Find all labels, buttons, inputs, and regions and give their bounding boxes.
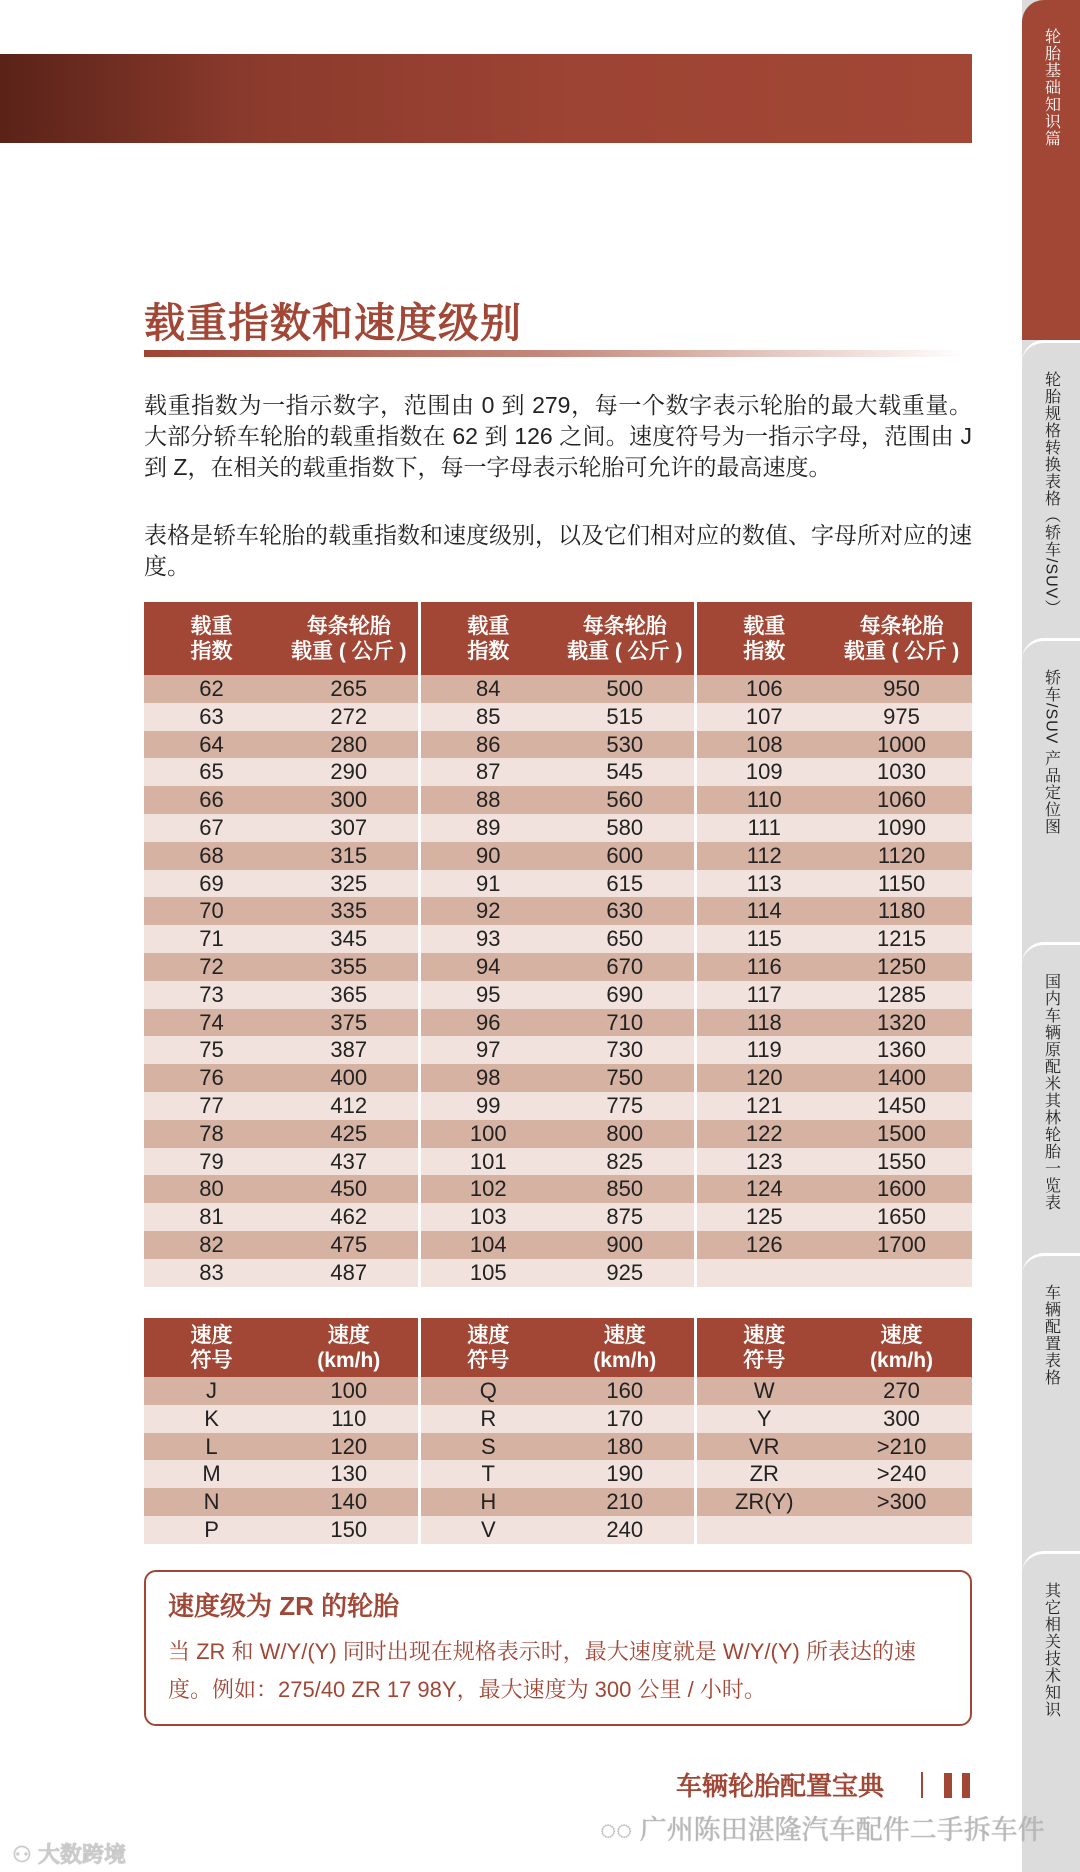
value-cell: 150 [279, 1516, 420, 1544]
code-cell: 68 [144, 842, 279, 870]
code-cell: W [696, 1377, 831, 1405]
code-cell: R [420, 1405, 555, 1433]
logo: ⚇ 大数跨境 [12, 1842, 126, 1867]
value-cell: 1400 [831, 1064, 972, 1092]
table-row [144, 1488, 972, 1516]
value-cell: 1360 [831, 1036, 972, 1064]
value-cell: 130 [279, 1460, 420, 1488]
code-cell: 110 [696, 786, 831, 814]
value-cell: 1500 [831, 1120, 972, 1148]
code-cell: 73 [144, 981, 279, 1009]
code-cell: H [420, 1488, 555, 1516]
note-title: 速度级为 ZR 的轮胎 [168, 1591, 400, 1621]
code-cell: 96 [420, 1009, 555, 1037]
table-row [144, 897, 972, 925]
value-cell: 600 [555, 842, 696, 870]
table-row [144, 731, 972, 759]
value-cell: 1215 [831, 925, 972, 953]
code-cell: 76 [144, 1064, 279, 1092]
value-cell: 750 [555, 1064, 696, 1092]
value-cell: 290 [279, 758, 420, 786]
table-row [144, 842, 972, 870]
code-cell: 65 [144, 758, 279, 786]
value-cell: 280 [279, 731, 420, 759]
code-cell: 80 [144, 1175, 279, 1203]
code-cell: VR [696, 1433, 831, 1461]
value-cell: 1600 [831, 1175, 972, 1203]
table-row [144, 786, 972, 814]
value-cell: 450 [279, 1175, 420, 1203]
value-cell: 630 [555, 897, 696, 925]
value-cell: >300 [831, 1488, 972, 1516]
value-cell: 425 [279, 1120, 420, 1148]
code-cell: 62 [144, 675, 279, 703]
side-tab-oe-list[interactable]: 国内车辆原配米其林轮胎一览表 [1022, 942, 1080, 1253]
code-cell: 124 [696, 1175, 831, 1203]
value-cell: 800 [555, 1120, 696, 1148]
side-tab-product-positioning[interactable]: 轿车/SUV 产品定位图 [1022, 638, 1080, 942]
code-cell: M [144, 1460, 279, 1488]
code-cell: 126 [696, 1231, 831, 1259]
value-cell: 975 [831, 703, 972, 731]
code-cell: T [420, 1460, 555, 1488]
value-cell: 160 [555, 1377, 696, 1405]
code-cell: P [144, 1516, 279, 1544]
value-cell: 412 [279, 1092, 420, 1120]
table-description: 表格是轿车轮胎的载重指数和速度级别，以及它们相对应的数值、字母所对应的速度。 [144, 522, 972, 579]
code-cell: 115 [696, 925, 831, 953]
code-cell: 125 [696, 1203, 831, 1231]
code-cell: 67 [144, 814, 279, 842]
value-cell: 875 [555, 1203, 696, 1231]
value-cell: 335 [279, 897, 420, 925]
code-cell: 86 [420, 731, 555, 759]
code-cell: 107 [696, 703, 831, 731]
code-cell: 87 [420, 758, 555, 786]
load-index-table [144, 602, 972, 1287]
code-cell: 98 [420, 1064, 555, 1092]
value-cell: 265 [279, 675, 420, 703]
value-cell: 900 [555, 1231, 696, 1259]
code-cell: 84 [420, 675, 555, 703]
value-cell: 1285 [831, 981, 972, 1009]
value-cell: 580 [555, 814, 696, 842]
code-cell: 121 [696, 1092, 831, 1120]
value-cell: 775 [555, 1092, 696, 1120]
code-cell: 89 [420, 814, 555, 842]
table-row [144, 703, 972, 731]
code-cell: 90 [420, 842, 555, 870]
code-cell: J [144, 1377, 279, 1405]
value-cell: 1250 [831, 953, 972, 981]
value-cell: 400 [279, 1064, 420, 1092]
value-cell: 925 [555, 1259, 696, 1287]
code-cell: 108 [696, 731, 831, 759]
code-cell: 116 [696, 953, 831, 981]
value-cell: 210 [555, 1488, 696, 1516]
value-cell: 560 [555, 786, 696, 814]
value-cell: 190 [555, 1460, 696, 1488]
column-header: 载重 指数 [144, 602, 279, 675]
code-cell: 92 [420, 897, 555, 925]
zr-note-box [144, 1570, 972, 1726]
table-row [144, 1377, 972, 1405]
table-row [144, 1009, 972, 1037]
speed-rating-table [144, 1318, 972, 1544]
code-cell [696, 1259, 831, 1287]
value-cell: 950 [831, 675, 972, 703]
code-cell: 111 [696, 814, 831, 842]
side-tab-other-tech[interactable]: 其它相关技术知识 [1022, 1551, 1080, 1872]
table-row [144, 953, 972, 981]
value-cell: 315 [279, 842, 420, 870]
column-header: 载重 指数 [696, 602, 831, 675]
code-cell: 69 [144, 870, 279, 898]
value-cell: 1450 [831, 1092, 972, 1120]
value-cell: 670 [555, 953, 696, 981]
value-cell: 375 [279, 1009, 420, 1037]
table-row [144, 675, 972, 703]
code-cell: 95 [420, 981, 555, 1009]
page-marker-bar [944, 1773, 952, 1798]
code-cell: 88 [420, 786, 555, 814]
value-cell: 355 [279, 953, 420, 981]
value-cell [831, 1259, 972, 1287]
side-tab-size-conversion[interactable]: 轮胎规格转换表格（轿车/SUV） [1022, 340, 1080, 638]
column-header: 速度 符号 [420, 1318, 555, 1377]
value-cell: 345 [279, 925, 420, 953]
value-cell: 307 [279, 814, 420, 842]
table-row [144, 758, 972, 786]
code-cell: 93 [420, 925, 555, 953]
value-cell: 487 [279, 1259, 420, 1287]
table-row [144, 1175, 972, 1203]
value-cell: 1000 [831, 731, 972, 759]
page-marker-bar [962, 1773, 970, 1798]
table-row [144, 1516, 972, 1544]
code-cell: S [420, 1433, 555, 1461]
code-cell: ZR(Y) [696, 1488, 831, 1516]
value-cell: 170 [555, 1405, 696, 1433]
value-cell: 110 [279, 1405, 420, 1433]
value-cell: 1150 [831, 870, 972, 898]
code-cell: V [420, 1516, 555, 1544]
code-cell: 106 [696, 675, 831, 703]
page-title: 载重指数和速度级别 [144, 300, 522, 346]
value-cell: 140 [279, 1488, 420, 1516]
value-cell: 1090 [831, 814, 972, 842]
table-row [144, 1405, 972, 1433]
header-banner [0, 54, 972, 143]
code-cell: 103 [420, 1203, 555, 1231]
value-cell: 300 [279, 786, 420, 814]
value-cell: 1650 [831, 1203, 972, 1231]
side-tab-basics[interactable]: 轮胎基础知识篇 [1022, 0, 1080, 340]
column-header: 速度 符号 [144, 1318, 279, 1377]
value-cell: 710 [555, 1009, 696, 1037]
column-header: 每条轮胎 载重 ( 公斤 ) [279, 602, 420, 675]
code-cell: Q [420, 1377, 555, 1405]
code-cell: 85 [420, 703, 555, 731]
value-cell: 300 [831, 1405, 972, 1433]
value-cell: 615 [555, 870, 696, 898]
footer-divider [921, 1772, 923, 1798]
code-cell: N [144, 1488, 279, 1516]
value-cell: 650 [555, 925, 696, 953]
code-cell: 70 [144, 897, 279, 925]
value-cell: 240 [555, 1516, 696, 1544]
intro-paragraph: 载重指数为一指示数字，范围由 0 到 279，每一个数字表示轮胎的最大载重量。大部分轿车轮胎的载重指数在 62 到 126 之间。速度符号为一指示字母，范围由 J 到 Z，在相关的载重指数下，每一字母表示轮胎可允许的最高速度。 [144, 392, 972, 480]
value-cell [831, 1516, 972, 1544]
value-cell: 515 [555, 703, 696, 731]
value-cell: 437 [279, 1148, 420, 1176]
code-cell: 120 [696, 1064, 831, 1092]
value-cell: >240 [831, 1460, 972, 1488]
value-cell: 462 [279, 1203, 420, 1231]
table-row [144, 1064, 972, 1092]
code-cell: 114 [696, 897, 831, 925]
code-cell: 100 [420, 1120, 555, 1148]
table-row [144, 1203, 972, 1231]
table-row [144, 814, 972, 842]
value-cell: 180 [555, 1433, 696, 1461]
value-cell: 850 [555, 1175, 696, 1203]
value-cell: 387 [279, 1036, 420, 1064]
value-cell: 272 [279, 703, 420, 731]
table-row [144, 981, 972, 1009]
code-cell: 97 [420, 1036, 555, 1064]
value-cell: 365 [279, 981, 420, 1009]
value-cell: 475 [279, 1231, 420, 1259]
value-cell: 1700 [831, 1231, 972, 1259]
table-row [144, 1036, 972, 1064]
column-header: 速度 (km/h) [279, 1318, 420, 1377]
code-cell [696, 1516, 831, 1544]
code-cell: 105 [420, 1259, 555, 1287]
table-row [144, 925, 972, 953]
value-cell: 690 [555, 981, 696, 1009]
value-cell: 1030 [831, 758, 972, 786]
code-cell: 117 [696, 981, 831, 1009]
table-row [144, 870, 972, 898]
code-cell: 71 [144, 925, 279, 953]
code-cell: 101 [420, 1148, 555, 1176]
value-cell: 500 [555, 675, 696, 703]
code-cell: 81 [144, 1203, 279, 1231]
code-cell: 104 [420, 1231, 555, 1259]
code-cell: 63 [144, 703, 279, 731]
side-tab-bar [1022, 0, 1080, 1872]
value-cell: 100 [279, 1377, 420, 1405]
code-cell: 113 [696, 870, 831, 898]
table-row [144, 1433, 972, 1461]
value-cell: 1550 [831, 1148, 972, 1176]
column-header: 速度 (km/h) [555, 1318, 696, 1377]
book-title: 车辆轮胎配置宝典 [676, 1771, 885, 1801]
column-header: 速度 符号 [696, 1318, 831, 1377]
code-cell: 66 [144, 786, 279, 814]
table-row [144, 1148, 972, 1176]
code-cell: K [144, 1405, 279, 1433]
table-row [144, 1120, 972, 1148]
table-row [144, 1092, 972, 1120]
column-header: 每条轮胎 载重 ( 公斤 ) [831, 602, 972, 675]
note-body: 当 ZR 和 W/Y/(Y) 同时出现在规格表示时，最大速度就是 W/Y/(Y) 所表达的速度。例如：275/40 ZR 17 98Y，最大速度为 300 公里 / 小时。 [168, 1639, 916, 1702]
code-cell: 77 [144, 1092, 279, 1120]
code-cell: 78 [144, 1120, 279, 1148]
value-cell: 120 [279, 1433, 420, 1461]
column-header: 载重 指数 [420, 602, 555, 675]
value-cell: 545 [555, 758, 696, 786]
code-cell: 82 [144, 1231, 279, 1259]
column-header: 速度 (km/h) [831, 1318, 972, 1377]
code-cell: 91 [420, 870, 555, 898]
code-cell: 72 [144, 953, 279, 981]
code-cell: 118 [696, 1009, 831, 1037]
wechat-icon: ◌◌ [600, 1815, 640, 1845]
code-cell: L [144, 1433, 279, 1461]
value-cell: 530 [555, 731, 696, 759]
code-cell: Y [696, 1405, 831, 1433]
column-header: 每条轮胎 载重 ( 公斤 ) [555, 602, 696, 675]
value-cell: 825 [555, 1148, 696, 1176]
code-cell: 102 [420, 1175, 555, 1203]
table-row [144, 1460, 972, 1488]
value-cell: 1180 [831, 897, 972, 925]
code-cell: 99 [420, 1092, 555, 1120]
table-row [144, 1259, 972, 1287]
code-cell: 94 [420, 953, 555, 981]
code-cell: ZR [696, 1460, 831, 1488]
value-cell: 1060 [831, 786, 972, 814]
code-cell: 109 [696, 758, 831, 786]
code-cell: 83 [144, 1259, 279, 1287]
code-cell: 64 [144, 731, 279, 759]
code-cell: 79 [144, 1148, 279, 1176]
code-cell: 75 [144, 1036, 279, 1064]
title-underline [144, 350, 964, 357]
side-tab-vehicle-config[interactable]: 车辆配置表格 [1022, 1253, 1080, 1551]
value-cell: 1120 [831, 842, 972, 870]
value-cell: 1320 [831, 1009, 972, 1037]
value-cell: >210 [831, 1433, 972, 1461]
code-cell: 123 [696, 1148, 831, 1176]
code-cell: 112 [696, 842, 831, 870]
code-cell: 122 [696, 1120, 831, 1148]
code-cell: 119 [696, 1036, 831, 1064]
value-cell: 730 [555, 1036, 696, 1064]
value-cell: 325 [279, 870, 420, 898]
table-row [144, 1231, 972, 1259]
watermark-text: ◌◌ 广州陈田湛隆汽车配件二手拆车件 [600, 1815, 1045, 1845]
value-cell: 270 [831, 1377, 972, 1405]
code-cell: 74 [144, 1009, 279, 1037]
